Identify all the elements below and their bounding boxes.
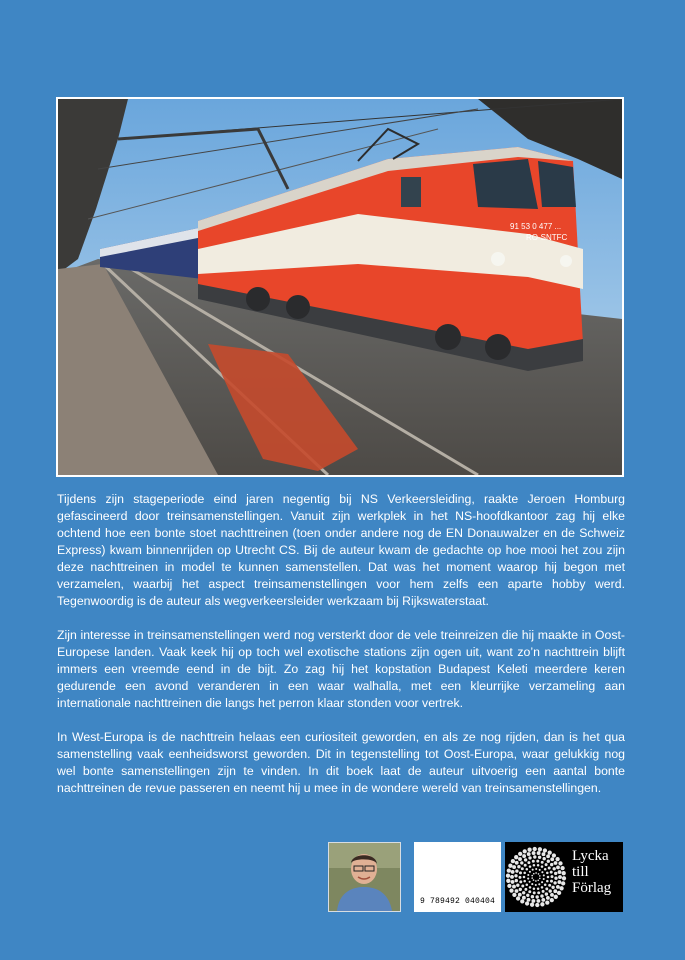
locomotive-photo bbox=[58, 99, 622, 475]
blurb-paragraph-1: Tijdens zijn stageperiode eind jaren negentig bij NS Verkeersleiding, raakte Jeroen Homburg gefascineerd door treinsamenstellingen. Vanuit zijn werkplek in het NS-hoofdkantoor zag hij elke ochtend hoe een bonte stoet nachttreinen (toen onder andere nog de EN Donauwalzer en de Schweiz Express) kwam binnenrijden op Utrecht CS. Bij de auteur kwam de gedachte op hoe mooi het zou zijn deze nachttreinen in model te kunnen samenstellen. Dat was het moment waarop hij begon met verzamelen, waarbij het aspect treinsamenstellingen voor hem zelfs een aparte hobby werd. Tegenwoordig is de auteur als wegverkeersleider werkzaam bij Rijkswaterstaat. bbox=[57, 492, 625, 608]
dot-spiral-icon bbox=[505, 842, 568, 912]
locomotive-operator: RO-SNTFC bbox=[526, 233, 568, 242]
publisher-name bbox=[568, 842, 623, 912]
blurb-paragraph-2: Zijn interesse in treinsamenstellingen werd nog versterkt door de vele treinreizen die hij maakte in Oost-Europese landen. Vaak keek hij op toch wel exotische stations zijn ogen uit, want zo’n nachttrein blijft immers een vreemde eend in de bijt. Zo zag hij het kopstation Budapest Keleti meerdere keren gedurende een avond veranderen in een waar walhalla, met een kleurrijke verzameling aan internationale nachttreinen die langs het perron klaar stonden voor vertrek. bbox=[57, 628, 625, 710]
barcode bbox=[414, 842, 501, 912]
barcode-bars bbox=[418, 846, 497, 896]
publisher-name-line-3: Förlag bbox=[572, 880, 612, 896]
locomotive-number: 91 53 0 477 ... bbox=[510, 222, 562, 231]
author-photo bbox=[328, 842, 401, 912]
blurb bbox=[57, 491, 625, 814]
publisher-name-line-2: till bbox=[572, 864, 589, 880]
isbn-number: 9 789492 040404 bbox=[419, 897, 495, 906]
author-portrait-image bbox=[329, 843, 400, 911]
publisher-name-line-1: Lycka bbox=[572, 848, 609, 864]
cover-photo bbox=[56, 97, 624, 477]
publisher-logo-mark bbox=[505, 842, 568, 912]
blurb-paragraph-3: In West-Europa is de nachttrein helaas een curiositeit geworden, en als ze nog rijden, dan is het qua samenstelling vaak eenheidsworst geworden. Dit in tegenstelling tot Oost-Europa, waar gelukkig nog wel bonte samenstellingen zijn te vinden. In dit boek laat de auteur uitvoerig een aantal bonte nachttreinen de revue passeren en neemt hij u mee in de wondere wereld van treinsamenstellingen. bbox=[57, 730, 625, 795]
